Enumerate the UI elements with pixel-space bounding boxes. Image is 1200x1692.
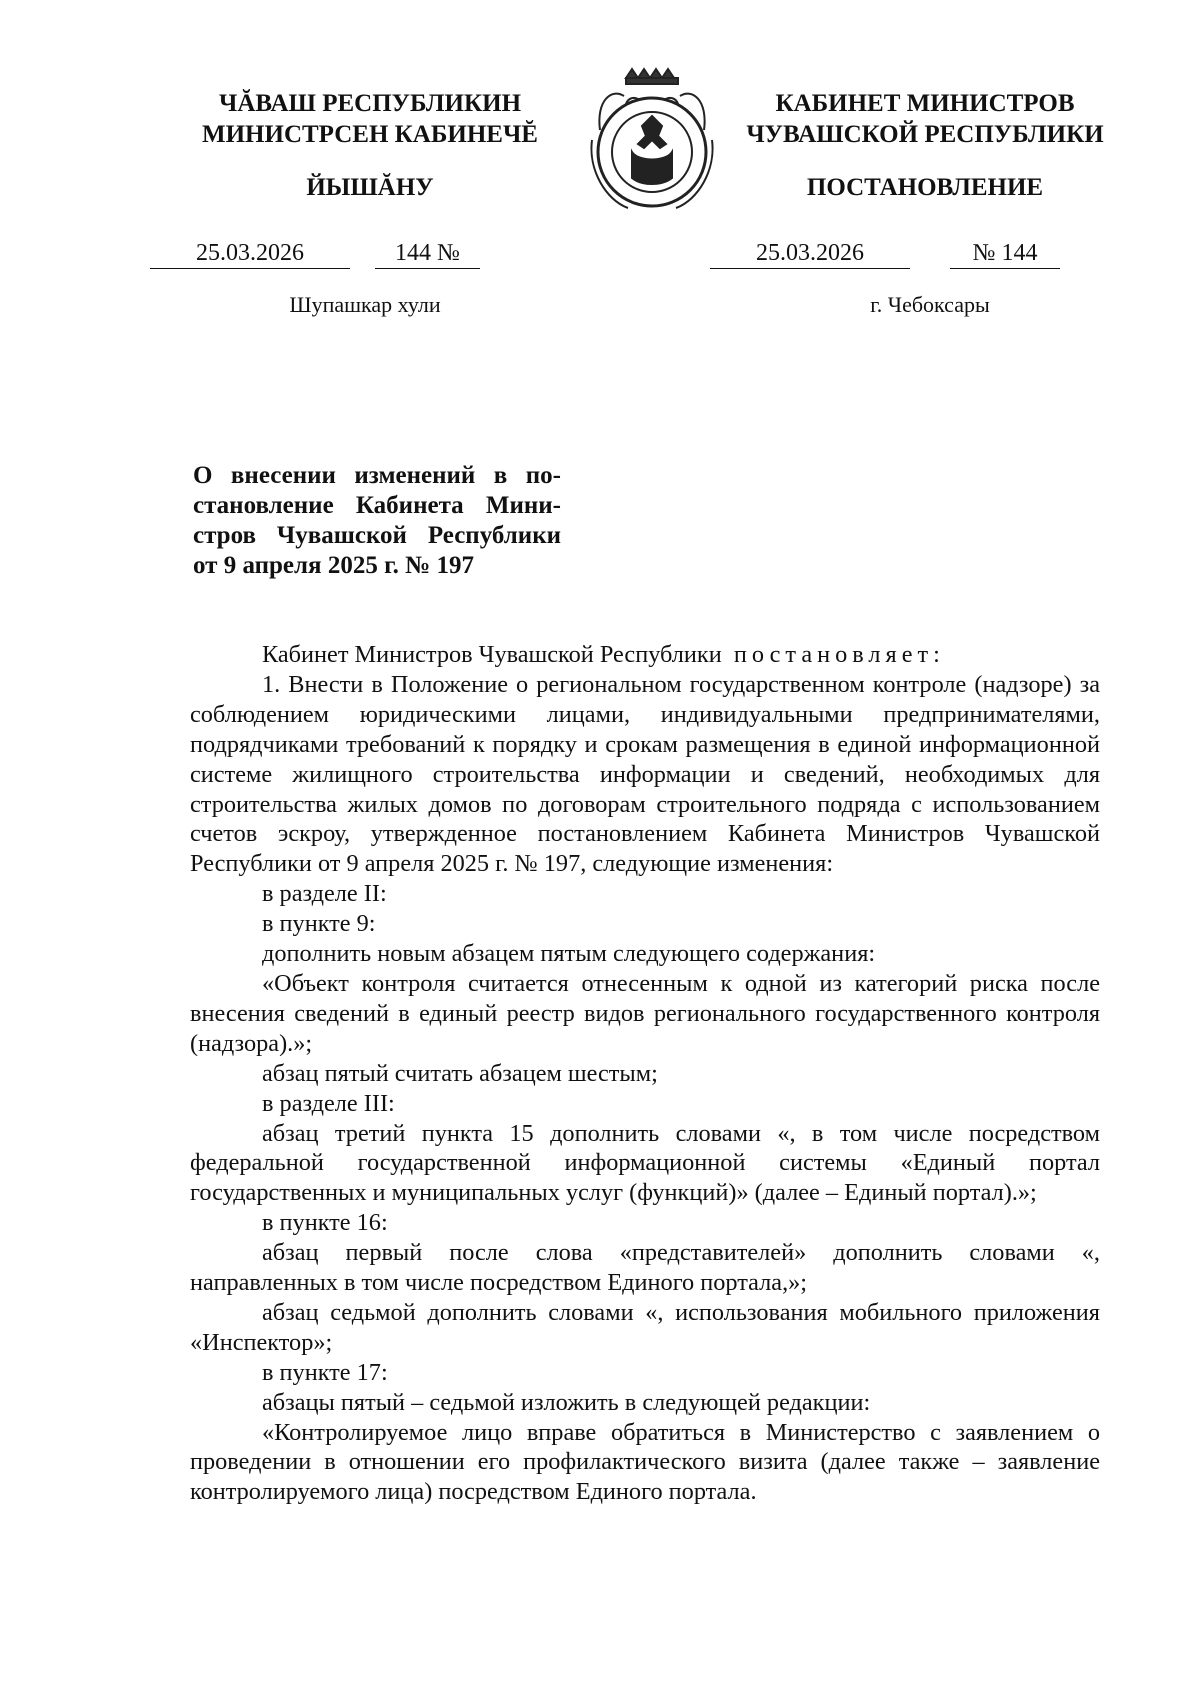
doc-date-russian: 25.03.2026 [710, 240, 910, 269]
doc-number-russian: № 144 [950, 240, 1060, 269]
document-subject [193, 461, 561, 581]
header-russian-line2: ЧУВАШСКОЙ РЕСПУБЛИКИ [746, 121, 1104, 148]
header-russian-line1: КАБИНЕТ МИНИСТРОВ [775, 90, 1075, 117]
document-body [190, 640, 1100, 1507]
header-chuvash [170, 88, 570, 203]
subject-line: стров Чувашской Республики [193, 522, 561, 549]
body-paragraph: в пункте 16: [262, 1209, 388, 1237]
coat-of-arms-emblem [578, 60, 726, 220]
header-chuvash-line2: МИНИСТРСЕН КАБИНЕЧĔ [202, 121, 538, 148]
header-chuvash-line1: ЧĂВАШ РЕСПУБЛИКИН [218, 90, 522, 117]
city-chuvash: Шупашкар хули [289, 292, 441, 317]
subject-line: становление Кабинета Мини- [193, 492, 561, 519]
header-chuvash-title: ЙЫШĂНУ [306, 174, 434, 201]
header-russian [725, 88, 1125, 203]
subject-line: О внесении изменений в по- [193, 462, 561, 489]
body-paragraph: в пункте 9: [262, 910, 376, 938]
doc-date-chuvash: 25.03.2026 [150, 240, 350, 269]
body-paragraph: абзац седьмой дополнить словами «, использования мобильного приложения «Инспектор»; [190, 1298, 1100, 1356]
body-intro-subject: Кабинет Министров Чувашской Республики [262, 641, 722, 668]
city-russian: г. Чебоксары [870, 292, 990, 317]
header-russian-title: ПОСТАНОВЛЕНИЕ [806, 174, 1044, 201]
body-paragraph: в разделе III: [262, 1089, 395, 1117]
doc-number-chuvash: 144 № [375, 240, 480, 269]
body-paragraph: абзац третий пункта 15 дополнить словами «, в том числе посредством федеральной государственной информационной системы «Единый портал государственных и муниципальных услуг (функций)» (далее – Единый портал).»; [190, 1119, 1100, 1207]
body-paragraph: дополнить новым абзацем пятым следующего содержания: [262, 940, 876, 968]
body-intro-verb: постановляет: [733, 641, 945, 668]
body-paragraph: абзац пятый считать абзацем шестым; [262, 1059, 658, 1087]
body-paragraph: «Контролируемое лицо вправе обратиться в Министерство с заявлением о проведении в отношении его профилактического визита (далее также – заявление контролируемого лица) посредством Единого портала. [190, 1418, 1100, 1506]
body-paragraph: в пункте 17: [262, 1358, 388, 1386]
body-paragraph: в разделе II: [262, 880, 387, 908]
body-paragraph: абзацы пятый – седьмой изложить в следующей редакции: [262, 1388, 871, 1416]
body-paragraph: «Объект контроля считается отнесенным к одной из категорий риска после внесения сведений в единый реестр видов регионального государственного контроля (надзора).»; [190, 969, 1100, 1057]
body-paragraph: 1. Внести в Положение о региональном государственном контроле (надзоре) за соблюдением юридическими лицами, индивидуальными предпринимателями, подрядчиками требований к порядку и срокам размещения в единой информационной системе жилищного строительства информации и сведений, необходимых для строительства жилых домов по договорам строительного подряда с использованием счетов эскроу, утвержденное постановлением Кабинета Министров Чувашской Республики от 9 апреля 2025 г. № 197, следующие изменения: [190, 670, 1100, 878]
body-paragraph: абзац первый после слова «представителей» дополнить словами «, направленных в том числе посредством Единого портала,»; [190, 1239, 1100, 1297]
body-intro [190, 640, 1100, 670]
subject-line: от 9 апреля 2025 г. № 197 [193, 552, 474, 579]
